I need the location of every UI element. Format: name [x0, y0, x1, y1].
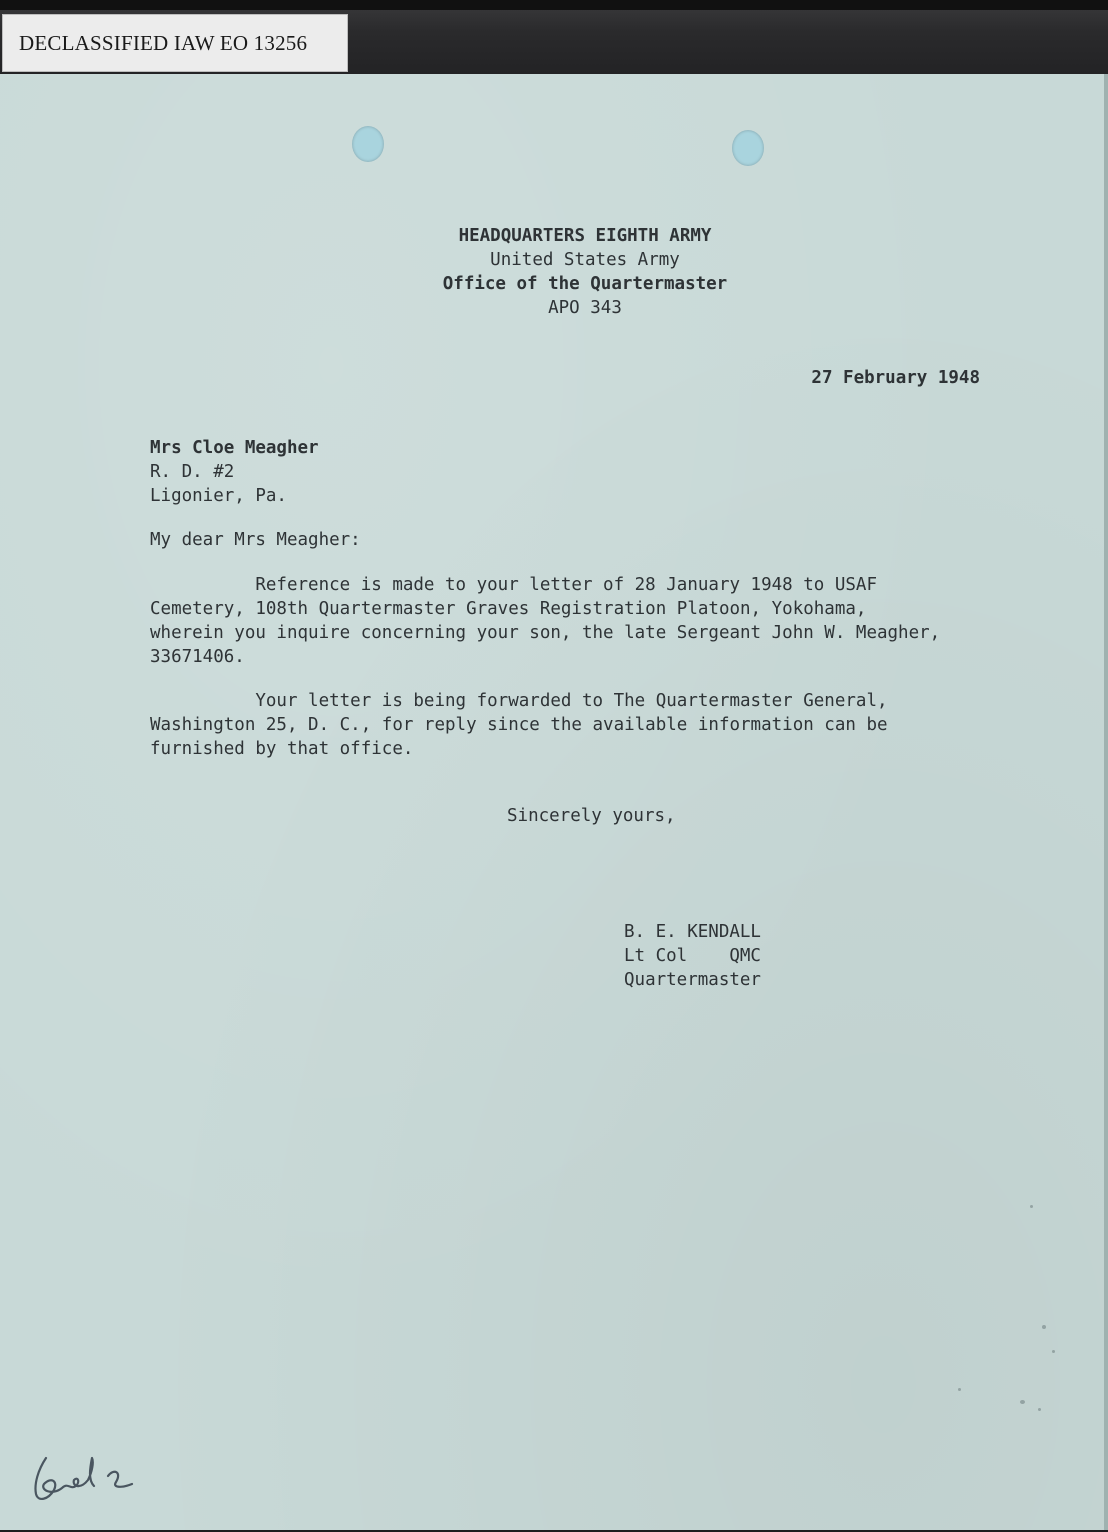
recipient-city: Ligonier, Pa. [150, 486, 287, 506]
paragraph-line: Your letter is being forwarded to The Quartermaster General, [150, 691, 888, 711]
letterhead-line: APO 343 [548, 298, 622, 318]
signer-name: B. E. KENDALL [624, 922, 761, 942]
paragraph-line: furnished by that office. [150, 739, 414, 759]
signature-block [624, 920, 761, 992]
speck [1020, 1400, 1025, 1404]
speck [1042, 1325, 1046, 1329]
body-paragraph-2 [150, 689, 888, 761]
body-paragraph-1 [150, 573, 940, 669]
scanner-edge [0, 0, 1108, 10]
speck [1052, 1350, 1055, 1353]
punch-hole-right [732, 130, 764, 166]
speck [1038, 1408, 1041, 1411]
punch-hole-left [352, 126, 384, 162]
letterhead-line: United States Army [490, 250, 680, 270]
speck [958, 1388, 961, 1391]
paragraph-line: 33671406. [150, 647, 245, 667]
handwritten-initials [28, 1450, 158, 1514]
speck [1030, 1205, 1033, 1208]
salutation: My dear Mrs Meagher: [150, 530, 361, 550]
signer-title: Quartermaster [624, 970, 761, 990]
paragraph-line: Reference is made to your letter of 28 January 1948 to USAF [150, 575, 877, 595]
recipient-address [150, 436, 319, 508]
letterhead-line: HEADQUARTERS EIGHTH ARMY [458, 226, 712, 246]
letterhead [340, 224, 830, 320]
paragraph-line: wherein you inquire concerning your son, the late Sergeant John W. Meagher, [150, 623, 941, 643]
recipient-route: R. D. #2 [150, 462, 235, 482]
declassification-marking: DECLASSIFIED IAW EO 13256 [2, 14, 348, 72]
paragraph-line: Cemetery, 108th Quartermaster Graves Registration Platoon, Yokohama, [150, 599, 867, 619]
signer-rank: Lt Col QMC [624, 946, 761, 966]
letter-date: 27 February 1948 [811, 368, 980, 388]
closing: Sincerely yours, [507, 806, 676, 826]
paragraph-line: Washington 25, D. C., for reply since the available information can be [150, 715, 888, 735]
letterhead-line: Office of the Quartermaster [442, 274, 728, 294]
recipient-name: Mrs Cloe Meagher [150, 438, 319, 458]
